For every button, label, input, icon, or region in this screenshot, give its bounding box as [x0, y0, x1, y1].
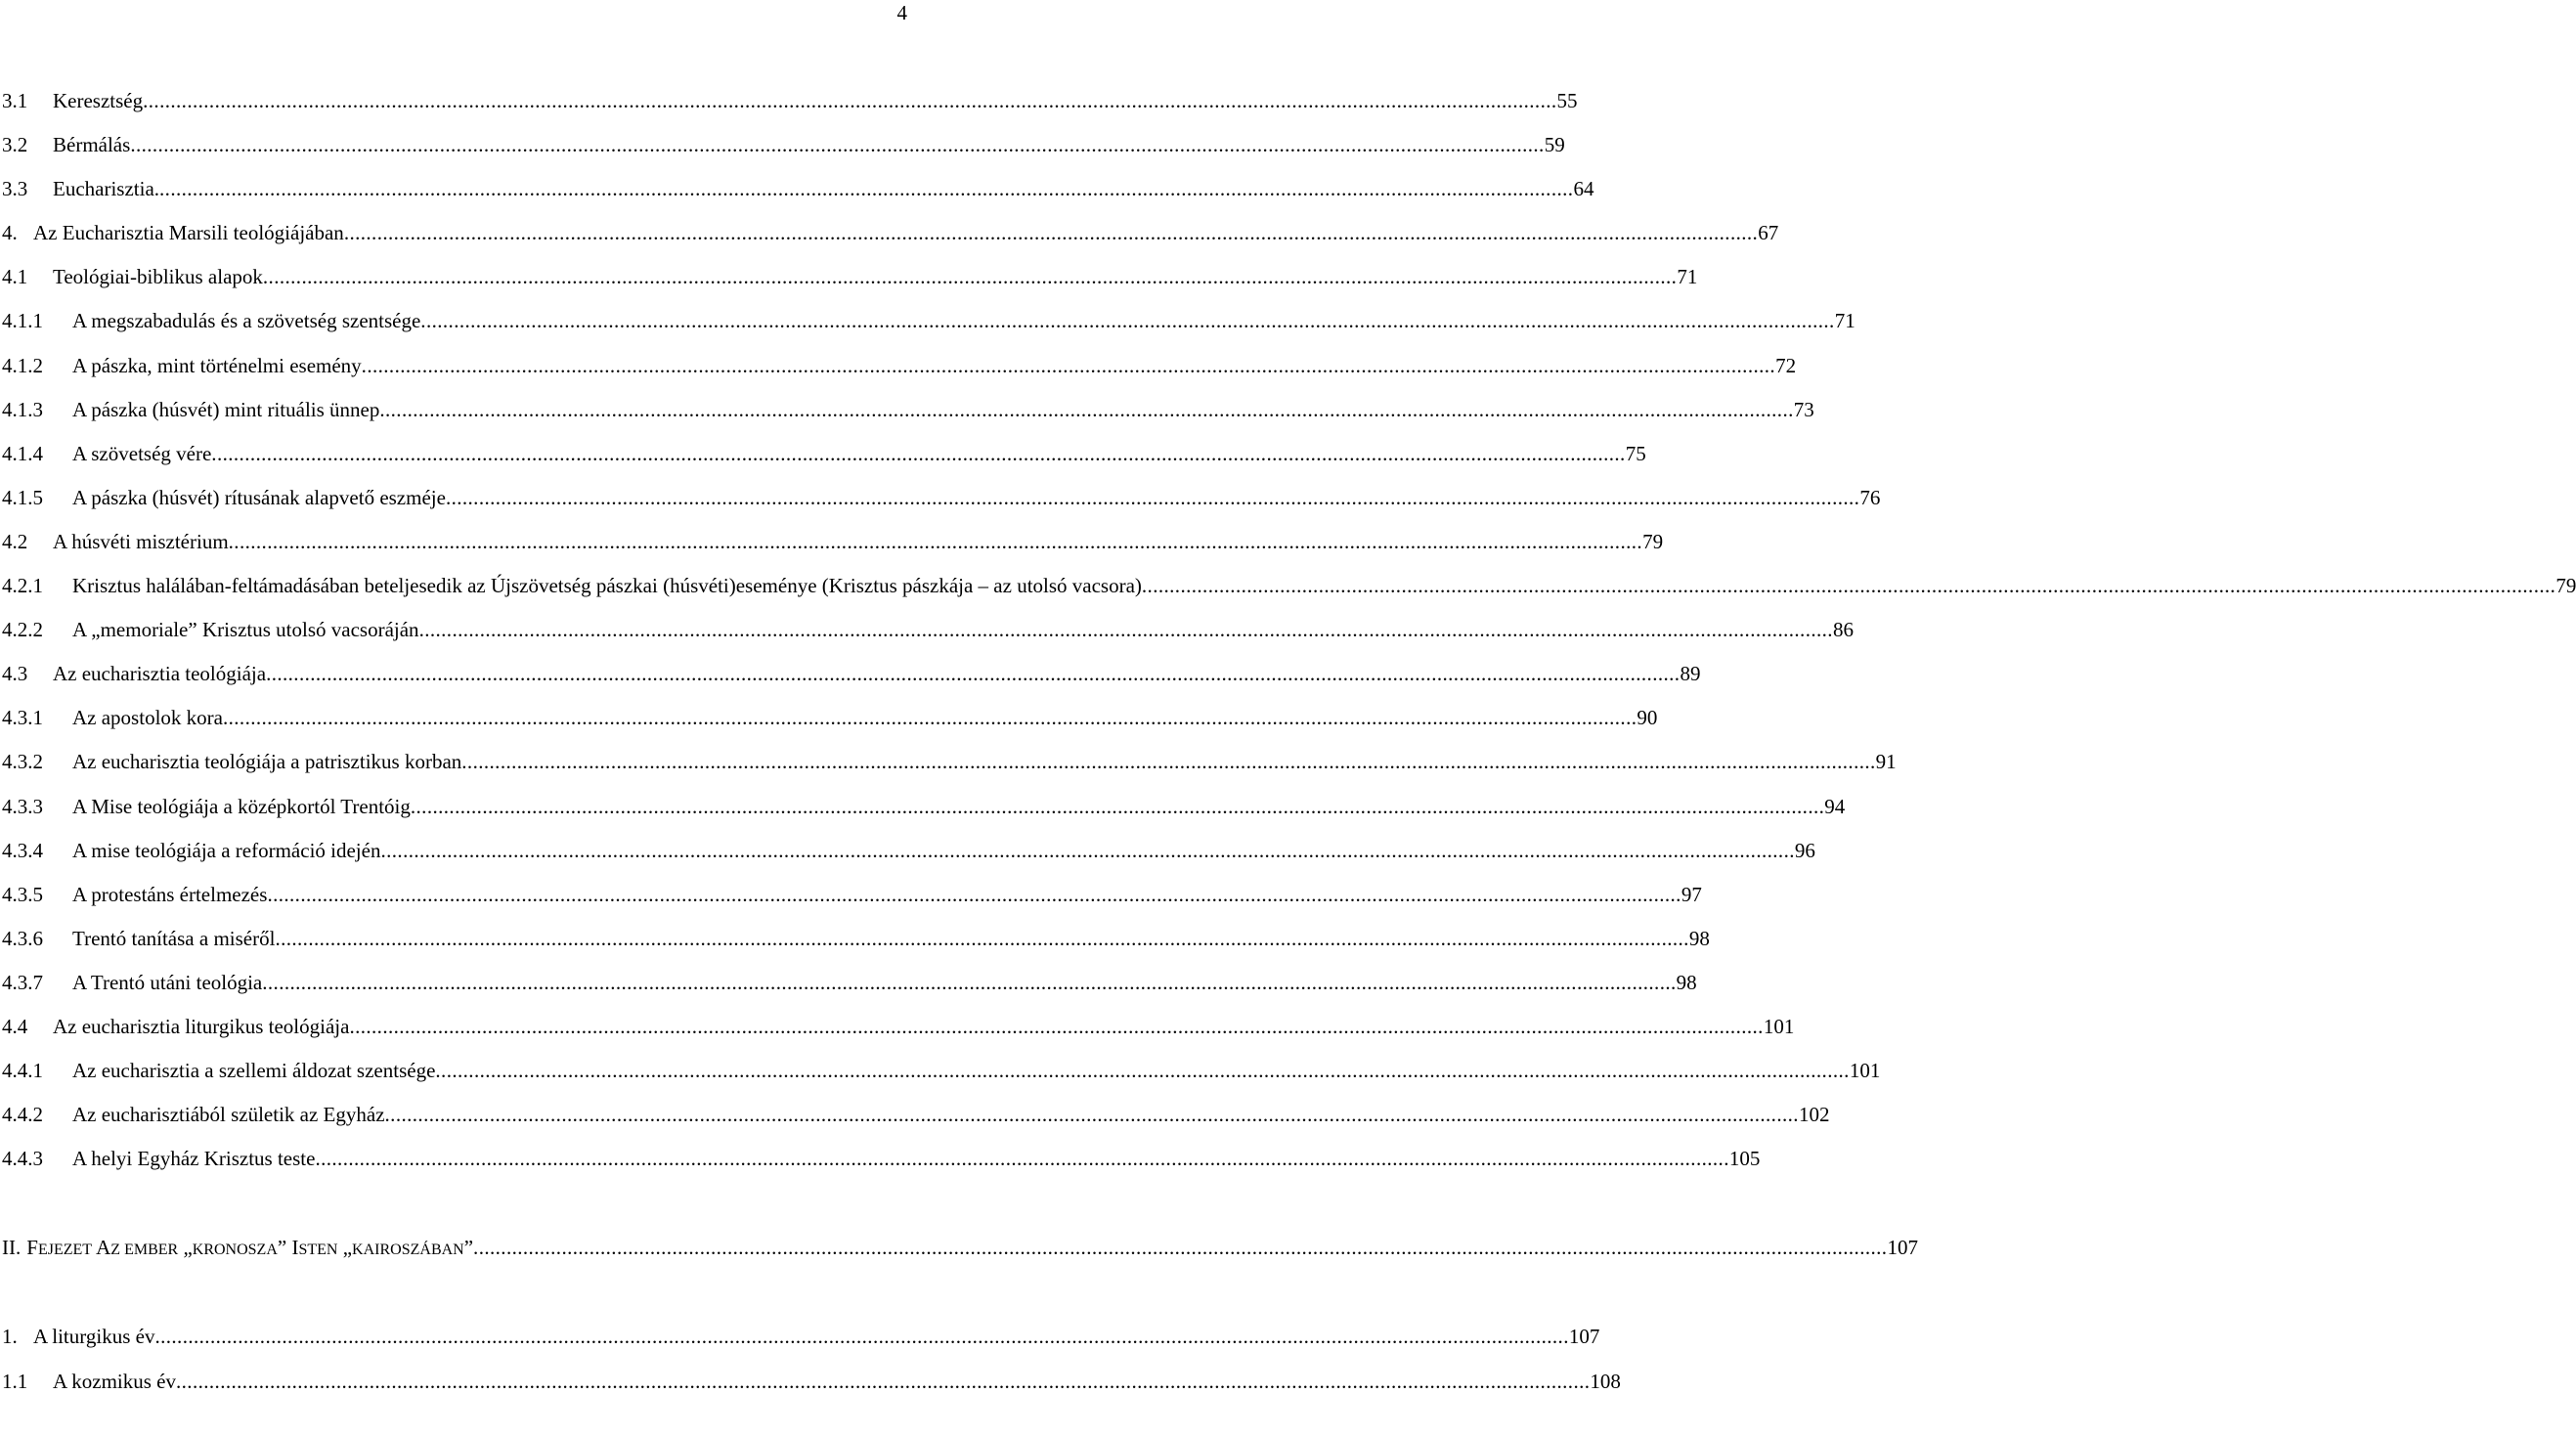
toc-entry-number: 4.3.6	[2, 926, 43, 950]
toc-entry-title: Az eucharisztia liturgikus teológiája	[53, 1014, 350, 1038]
toc-entry-title: A „memoriale” Krisztus utolsó vacsoráján	[72, 618, 419, 642]
toc-entry[interactable]	[2, 659, 1701, 703]
chapter-title-part: EJEZET	[37, 1242, 93, 1259]
toc-entry[interactable]	[2, 351, 1797, 395]
leader-dots	[380, 836, 1794, 865]
toc-page-number: 94	[1824, 794, 1846, 818]
toc-entry-number: 4.1.4	[2, 441, 43, 465]
toc-entry-number: 4.1	[2, 265, 28, 289]
chapter-heading-entry[interactable]	[2, 1233, 1918, 1277]
toc-entry-number: 4.2.1	[2, 574, 43, 598]
leader-dots	[143, 86, 1556, 115]
toc-page-number: 73	[1793, 397, 1814, 421]
leader-dots	[379, 395, 1793, 424]
leader-dots	[154, 1322, 1568, 1351]
toc-entry[interactable]	[2, 792, 1846, 836]
toc-entry[interactable]	[2, 836, 1815, 880]
toc-entry-title: Trentó tanítása a miséről	[72, 926, 276, 950]
toc-entry-number: 1.1	[2, 1369, 28, 1393]
toc-entry[interactable]	[2, 615, 1854, 659]
toc-entry-title: Az eucharisztia a szellemi áldozat szentsége	[72, 1059, 436, 1083]
chapter-title-part: ”	[463, 1236, 474, 1260]
page-number: 4	[896, 1, 907, 24]
toc-entry-title: A kozmikus év	[53, 1369, 176, 1393]
toc-page-number: 91	[1875, 750, 1897, 774]
leader-dots	[385, 1100, 1799, 1129]
toc-page-number: 71	[1834, 309, 1856, 333]
leader-dots	[344, 218, 1758, 247]
leader-dots	[229, 527, 1642, 556]
leader-dots	[473, 1233, 1887, 1262]
toc-entry-number: 4.4	[2, 1014, 28, 1038]
toc-entry-number: 3.2	[2, 133, 28, 157]
leader-dots	[420, 306, 1834, 335]
toc-entry-number: 1.	[2, 1325, 18, 1349]
toc-entry-number: 4.1.5	[2, 485, 43, 509]
toc-entry-number: 4.1.3	[2, 397, 43, 421]
toc-entry[interactable]	[2, 174, 1594, 218]
leader-dots	[267, 880, 1681, 909]
toc-entry-number: 4.	[2, 221, 18, 245]
toc-page-number: 75	[1625, 441, 1646, 465]
toc-page-number: 96	[1794, 838, 1815, 862]
chapter-title-part: „	[178, 1236, 193, 1260]
toc-entry[interactable]	[2, 703, 1658, 747]
toc-entry[interactable]	[2, 1100, 1830, 1144]
toc-page-number: 67	[1758, 221, 1779, 245]
leader-dots	[159, 174, 1573, 203]
toc-entry-title: A helyi Egyház Krisztus teste	[72, 1147, 316, 1171]
toc-entry-title: Az eucharisztia teológiája	[53, 662, 267, 686]
leader-dots	[263, 262, 1677, 291]
toc-entry[interactable]	[2, 1144, 1761, 1188]
toc-entry[interactable]	[2, 1012, 1795, 1056]
toc-entry-number: 4.4.3	[2, 1147, 43, 1171]
toc-page-number: 86	[1832, 618, 1854, 642]
toc-entry[interactable]	[2, 880, 1702, 924]
leader-dots	[262, 968, 1676, 997]
toc-page-number: 105	[1728, 1147, 1761, 1171]
leader-dots	[176, 1367, 1590, 1396]
toc-entry-title: A pászka (húsvét) mint rituális ünnep	[72, 397, 380, 421]
toc-page-number: 107	[1887, 1236, 1918, 1260]
chapter-title-part: „	[337, 1236, 353, 1260]
toc-entry[interactable]	[2, 1056, 1881, 1100]
toc-page-number: 79	[1642, 529, 1664, 553]
chapter-title-part: ” I	[277, 1236, 299, 1260]
toc-entry-number: 3.3	[2, 177, 28, 201]
toc-entry-line	[2, 571, 736, 615]
toc-entry-number: 3.1	[2, 89, 28, 112]
toc-entry-title: A szövetség vére	[72, 441, 212, 465]
toc-entry-title: Eucharisztia.	[53, 177, 160, 201]
toc-entry-title: A pászka (húsvét) rítusának alapvető eszméje	[72, 485, 446, 509]
leader-dots	[349, 1012, 1763, 1041]
toc-entry-title: Teológiai-biblikus alapok	[53, 265, 263, 289]
chapter-title-part: KAIROSZÁBAN	[352, 1242, 464, 1259]
toc-entry[interactable]	[2, 483, 1881, 527]
leader-dots	[435, 1056, 1849, 1085]
leader-dots	[1142, 571, 2555, 600]
toc-entry-title: A mise teológiája a reformáció idején	[72, 838, 381, 862]
toc-page-number: 59	[1544, 133, 1565, 157]
toc-entry-number: 4.3.1	[2, 706, 43, 730]
toc-entry-title: Az Eucharisztia Marsili teológiájában	[33, 221, 344, 245]
toc-entry-number: 4.4.1	[2, 1059, 43, 1083]
leader-dots	[419, 615, 1833, 644]
toc-entry-title: Krisztus halálában-feltámadásában beteljesedik az Újszövetség pászkai (húsvéti)	[72, 574, 736, 598]
toc-entry-title-continued: eseménye (Krisztus pászkája – az utolsó vacsora)	[735, 574, 1142, 598]
toc-entry-number: 4.3	[2, 662, 28, 686]
toc-entry-number: 4.2.2	[2, 618, 43, 642]
chapter-number: II.	[2, 1236, 22, 1260]
toc-page-number: 90	[1637, 706, 1658, 730]
toc-page-number: 71	[1677, 265, 1698, 289]
toc-page-number: 55	[1556, 89, 1578, 112]
toc-entry-number: 4.1.1	[2, 309, 43, 333]
toc-page-number: 98	[1688, 926, 1710, 950]
toc-page-number: 76	[1859, 485, 1881, 509]
toc-page-number: 101	[1849, 1059, 1881, 1083]
toc-entry[interactable]	[2, 130, 1565, 174]
leader-dots	[266, 659, 1680, 688]
leader-dots	[446, 483, 1859, 512]
chapter-title-part: F	[26, 1236, 38, 1260]
toc-page-number: 101	[1763, 1014, 1795, 1038]
toc-entry-number: 4.4.2	[2, 1103, 43, 1127]
toc-page-number: 64	[1573, 177, 1594, 201]
toc-entry-number: 4.3.3	[2, 794, 43, 818]
toc-page-number: 97	[1681, 882, 1702, 906]
toc-entry-number: 4.3.7	[2, 970, 43, 994]
chapter-title-part: Z EMBER	[110, 1242, 179, 1259]
toc-entry-number: 4.3.2	[2, 750, 43, 774]
toc-page-number: 72	[1775, 353, 1797, 377]
toc-entry-title: Az eucharisztia teológiája a patrisztikus korban	[72, 750, 462, 774]
leader-dots	[411, 792, 1824, 821]
toc-entry-title: A protestáns értelmezés	[72, 882, 268, 906]
toc-entry-number: 4.1.2	[2, 353, 43, 377]
chapter-title-part: A	[92, 1236, 111, 1260]
toc-entry[interactable]	[2, 1322, 1600, 1366]
toc-entry[interactable]	[2, 924, 1710, 968]
leader-dots	[275, 924, 1688, 953]
toc-entry-title: Keresztség	[53, 89, 144, 112]
toc-entry[interactable]	[2, 747, 1897, 791]
leader-dots	[223, 703, 1637, 732]
toc-entry[interactable]	[2, 527, 1664, 571]
toc-entry-line	[736, 571, 2576, 615]
toc-entry-title: A pászka, mint történelmi esemény	[72, 353, 362, 377]
toc-entry-title: A Trentó utáni teológia	[72, 970, 263, 994]
toc-entry-title: Az eucharisztiából születik az Egyház	[72, 1103, 385, 1127]
toc-entry[interactable]	[2, 439, 1646, 483]
chapter-title-part: STEN	[298, 1242, 338, 1259]
toc-entry-title: A Mise teológiája a középkortól Trentóig	[72, 794, 411, 818]
leader-dots	[211, 439, 1625, 468]
toc-entry-number: 4.3.4	[2, 838, 43, 862]
toc-entry-title: Bérmálás	[53, 133, 131, 157]
toc-entry-title: A liturgikus év	[33, 1325, 155, 1349]
toc-page-number: 102	[1798, 1103, 1830, 1127]
toc-page-number: 108	[1590, 1369, 1621, 1393]
leader-dots	[362, 351, 1775, 380]
leader-dots	[315, 1144, 1728, 1173]
toc-entry[interactable]	[2, 86, 1578, 130]
chapter-title-part: KRONOSZA	[192, 1242, 278, 1259]
toc-entry[interactable]	[2, 968, 1697, 1012]
toc-entry-title: Az apostolok kora	[72, 706, 223, 730]
leader-dots	[130, 130, 1544, 159]
leader-dots	[461, 747, 1875, 776]
toc-entry-title: A húsvéti misztérium	[53, 529, 229, 553]
toc-page-number: 89	[1680, 662, 1701, 686]
table-of-contents	[2, 86, 2576, 1411]
toc-entry-number: 4.3.5	[2, 882, 43, 906]
toc-entry[interactable]	[2, 306, 1856, 350]
toc-page-number: 98	[1676, 970, 1697, 994]
toc-entry-number: 4.2	[2, 529, 28, 553]
chapter-title	[26, 1233, 473, 1265]
toc-entry[interactable]	[2, 1367, 1621, 1411]
toc-entry[interactable]	[2, 218, 1779, 262]
toc-page-number: 79	[2555, 574, 2576, 598]
toc-page-number: 107	[1568, 1325, 1600, 1349]
toc-entry[interactable]	[2, 262, 1698, 306]
toc-entry-title: A megszabadulás és a szövetség szentsége	[72, 309, 421, 333]
toc-entry[interactable]	[2, 395, 1814, 439]
toc-entry[interactable]	[2, 571, 2576, 615]
